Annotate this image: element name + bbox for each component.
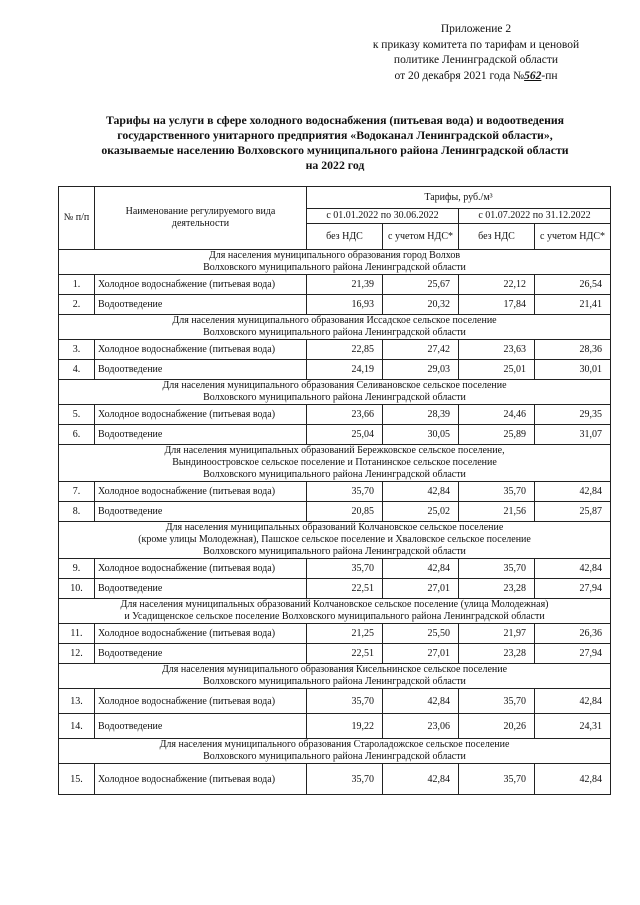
table-row [59, 295, 611, 315]
header-with-vat-1: с учетом НДС* [383, 224, 459, 250]
table-row [59, 764, 611, 795]
row-number: 3. [59, 340, 95, 360]
section-title-line: Волховского муниципального района Ленинградской области [203, 546, 466, 557]
tariff-p1-no-vat: 35,70 [307, 764, 383, 795]
tariff-p2-with-vat: 26,36 [535, 624, 611, 644]
header-no-vat-2: без НДС [459, 224, 535, 250]
header-tariffs: Тарифы, руб./м³ [307, 187, 611, 209]
tariff-p1-no-vat: 19,22 [307, 714, 383, 739]
table-row [59, 482, 611, 502]
section-title-line: Для населения муниципального образования Селивановское сельское поселение [162, 380, 507, 391]
section-title [59, 250, 611, 275]
row-activity-name: Холодное водоснабжение (питьевая вода) [95, 405, 307, 425]
title-line-1: Тарифы на услуги в сфере холодного водоснабжения (питьевая вода) и водоотведения [105, 113, 565, 127]
annex-line-4 [346, 69, 606, 85]
tariff-p1-no-vat: 24,19 [307, 360, 383, 380]
tariff-table [58, 186, 611, 795]
table-row [59, 579, 611, 599]
tariff-p2-with-vat: 24,31 [535, 714, 611, 739]
section-title [59, 739, 611, 764]
row-number: 15. [59, 764, 95, 795]
tariff-p2-with-vat: 29,35 [535, 405, 611, 425]
tariff-p2-no-vat: 23,28 [459, 579, 535, 599]
row-activity-name: Холодное водоснабжение (питьевая вода) [95, 624, 307, 644]
header-no-vat-1: без НДС [307, 224, 383, 250]
row-activity-name: Водоотведение [95, 360, 307, 380]
annex-line-3: политике Ленинградской области [393, 54, 559, 66]
tariff-p1-no-vat: 23,66 [307, 405, 383, 425]
tariff-p1-with-vat: 42,84 [383, 764, 459, 795]
row-number: 2. [59, 295, 95, 315]
title-line-2: государственного унитарного предприятия «Водоканал Ленинградской области», [117, 128, 553, 142]
section-title-line: Для населения муниципального образования город Волхов [208, 250, 461, 261]
tariff-p2-with-vat: 28,36 [535, 340, 611, 360]
section-title-line: Волховского муниципального района Ленинградской области [203, 469, 466, 480]
tariff-p1-with-vat: 25,67 [383, 275, 459, 295]
tariff-p2-no-vat: 17,84 [459, 295, 535, 315]
section-header-row [59, 522, 611, 559]
order-number: 562 [524, 69, 542, 82]
section-title-line: Для населения муниципальных образований Колчановское сельское поселение (улица Молодежная) [120, 599, 549, 610]
tariff-p1-no-vat: 21,25 [307, 624, 383, 644]
tariff-p1-with-vat: 42,84 [383, 559, 459, 579]
tariff-p1-no-vat: 35,70 [307, 689, 383, 714]
section-header-row [59, 445, 611, 482]
header-activity-name: Наименование регулируемого вида деятельности [95, 187, 307, 250]
row-activity-name: Холодное водоснабжение (питьевая вода) [95, 482, 307, 502]
tariff-p2-no-vat: 25,89 [459, 425, 535, 445]
section-title [59, 380, 611, 405]
section-title-line: Вындиноостровское сельское поселение и Потанинское сельское поселение [172, 457, 497, 468]
annex-line-1: Приложение 2 [440, 23, 512, 35]
tariff-p2-no-vat: 24,46 [459, 405, 535, 425]
row-activity-name: Водоотведение [95, 502, 307, 522]
tariff-p1-no-vat: 22,51 [307, 579, 383, 599]
row-activity-name: Водоотведение [95, 644, 307, 664]
table-row [59, 714, 611, 739]
tariff-p2-no-vat: 20,26 [459, 714, 535, 739]
tariff-p2-no-vat: 35,70 [459, 482, 535, 502]
tariff-p1-no-vat: 22,85 [307, 340, 383, 360]
row-number: 12. [59, 644, 95, 664]
row-number: 1. [59, 275, 95, 295]
section-title-line: Для населения муниципальных образований Бережковское сельское поселение, [164, 445, 505, 456]
tariff-p1-with-vat: 42,84 [383, 689, 459, 714]
tariff-p1-with-vat: 27,01 [383, 579, 459, 599]
section-header-row [59, 739, 611, 764]
row-number: 14. [59, 714, 95, 739]
section-title-line: Для населения муниципального образования Староладожское сельское поселение [159, 739, 510, 750]
section-title-line: Для населения муниципального образования Иссадское сельское поселение [172, 315, 497, 326]
section-title [59, 522, 611, 559]
tariff-p1-no-vat: 16,93 [307, 295, 383, 315]
title-line-4: на 2022 год [305, 158, 365, 172]
section-title [59, 599, 611, 624]
table-row [59, 502, 611, 522]
row-number: 6. [59, 425, 95, 445]
tariff-p1-no-vat: 35,70 [307, 482, 383, 502]
section-header-row [59, 599, 611, 624]
tariff-p2-with-vat: 26,54 [535, 275, 611, 295]
header-with-vat-2: с учетом НДС* [535, 224, 611, 250]
row-activity-name: Водоотведение [95, 425, 307, 445]
table-row [59, 425, 611, 445]
tariff-p2-with-vat: 31,07 [535, 425, 611, 445]
row-number: 10. [59, 579, 95, 599]
header-number: № п/п [59, 187, 95, 250]
section-title-line: и Усадищенское сельское поселение Волховского муниципального района Ленинградской области [124, 611, 545, 622]
tariff-p2-no-vat: 35,70 [459, 764, 535, 795]
table-row [59, 405, 611, 425]
annex-header [346, 22, 606, 84]
table-row [59, 360, 611, 380]
section-title [59, 315, 611, 340]
tariff-p1-no-vat: 35,70 [307, 559, 383, 579]
header-period-2: с 01.07.2022 по 31.12.2022 [459, 209, 611, 224]
row-activity-name: Холодное водоснабжение (питьевая вода) [95, 275, 307, 295]
tariff-p1-with-vat: 30,05 [383, 425, 459, 445]
section-header-row [59, 664, 611, 689]
tariff-p2-with-vat: 42,84 [535, 482, 611, 502]
section-title [59, 445, 611, 482]
tariff-p1-with-vat: 27,01 [383, 644, 459, 664]
tariff-p2-no-vat: 21,56 [459, 502, 535, 522]
tariff-p2-with-vat: 25,87 [535, 502, 611, 522]
tariff-p2-no-vat: 23,28 [459, 644, 535, 664]
order-date: от 20 декабря 2021 года № [394, 69, 525, 82]
row-activity-name: Водоотведение [95, 714, 307, 739]
row-activity-name: Водоотведение [95, 579, 307, 599]
tariff-p1-with-vat: 20,32 [383, 295, 459, 315]
tariff-p1-no-vat: 25,04 [307, 425, 383, 445]
tariff-p1-with-vat: 29,03 [383, 360, 459, 380]
tariff-p2-with-vat: 27,94 [535, 644, 611, 664]
section-title-line: Волховского муниципального района Ленинградской области [203, 392, 466, 403]
section-title [59, 664, 611, 689]
tariff-p2-with-vat: 30,01 [535, 360, 611, 380]
tariff-p2-no-vat: 23,63 [459, 340, 535, 360]
tariff-p2-with-vat: 21,41 [535, 295, 611, 315]
row-activity-name: Водоотведение [95, 295, 307, 315]
row-number: 4. [59, 360, 95, 380]
tariff-p1-with-vat: 25,02 [383, 502, 459, 522]
section-title-line: Для населения муниципальных образований Колчановское сельское поселение [165, 522, 504, 533]
row-activity-name: Холодное водоснабжение (питьевая вода) [95, 764, 307, 795]
table-row [59, 340, 611, 360]
tariff-p2-with-vat: 42,84 [535, 764, 611, 795]
tariff-table-body [59, 250, 611, 795]
title-line-3: оказываемые населению Волховского муниципального района Ленинградской области [101, 143, 569, 157]
table-row [59, 689, 611, 714]
row-activity-name: Холодное водоснабжение (питьевая вода) [95, 340, 307, 360]
section-title-line: Волховского муниципального района Ленинградской области [203, 676, 466, 687]
tariff-p2-no-vat: 22,12 [459, 275, 535, 295]
tariff-p1-no-vat: 21,39 [307, 275, 383, 295]
section-title-line: Волховского муниципального района Ленинградской области [203, 751, 466, 762]
row-number: 13. [59, 689, 95, 714]
row-number: 8. [59, 502, 95, 522]
header-period-1: с 01.01.2022 по 30.06.2022 [307, 209, 459, 224]
section-header-row [59, 315, 611, 340]
tariff-p2-no-vat: 35,70 [459, 689, 535, 714]
tariff-p2-no-vat: 21,97 [459, 624, 535, 644]
row-number: 7. [59, 482, 95, 502]
row-number: 11. [59, 624, 95, 644]
section-title-line: Для населения муниципального образования Кисельнинское сельское поселение [161, 664, 508, 675]
table-row [59, 559, 611, 579]
tariff-p1-with-vat: 27,42 [383, 340, 459, 360]
tariff-p2-with-vat: 42,84 [535, 689, 611, 714]
section-header-row [59, 380, 611, 405]
tariff-p1-with-vat: 28,39 [383, 405, 459, 425]
tariff-p2-with-vat: 27,94 [535, 579, 611, 599]
tariff-p2-no-vat: 35,70 [459, 559, 535, 579]
tariff-p1-with-vat: 23,06 [383, 714, 459, 739]
row-activity-name: Холодное водоснабжение (питьевая вода) [95, 689, 307, 714]
section-title-line: Волховского муниципального района Ленинградской области [203, 327, 466, 338]
table-row [59, 644, 611, 664]
section-title-line: (кроме улицы Молодежная), Пашское сельское поселение и Хваловское сельское поселение [138, 534, 531, 545]
tariff-p1-no-vat: 20,85 [307, 502, 383, 522]
tariff-p1-no-vat: 22,51 [307, 644, 383, 664]
row-number: 5. [59, 405, 95, 425]
tariff-p2-no-vat: 25,01 [459, 360, 535, 380]
table-row [59, 624, 611, 644]
document-title [40, 113, 630, 173]
annex-line-2: к приказу комитета по тарифам и ценовой [372, 38, 580, 51]
section-title-line: Волховского муниципального района Ленинградской области [203, 262, 466, 273]
order-suffix: -пн [541, 69, 558, 82]
section-header-row [59, 250, 611, 275]
table-row [59, 275, 611, 295]
tariff-p1-with-vat: 25,50 [383, 624, 459, 644]
row-activity-name: Холодное водоснабжение (питьевая вода) [95, 559, 307, 579]
tariff-p2-with-vat: 42,84 [535, 559, 611, 579]
tariff-p1-with-vat: 42,84 [383, 482, 459, 502]
row-number: 9. [59, 559, 95, 579]
